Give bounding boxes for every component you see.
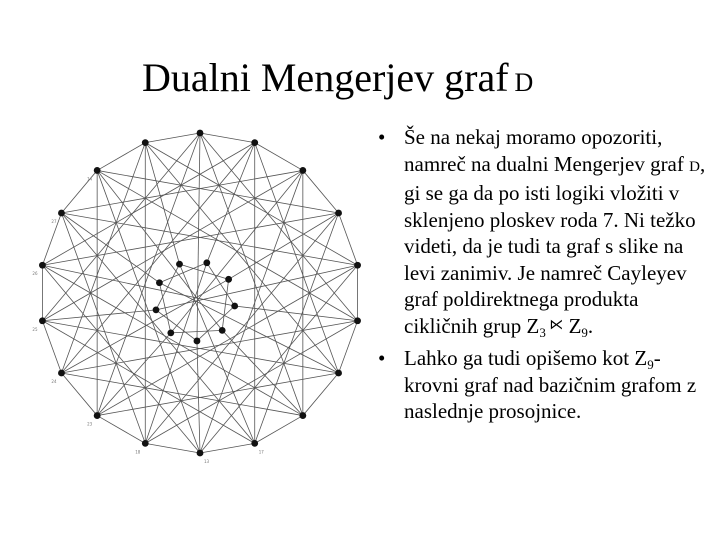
graph-vertex (156, 279, 163, 286)
graph-vertex (354, 262, 361, 269)
bullet-text (404, 125, 705, 338)
graph-edge (200, 265, 358, 453)
graph-edge (235, 306, 358, 321)
graph-vertex (39, 317, 46, 324)
text-run: Z (526, 313, 540, 338)
graph-edge (255, 143, 303, 171)
subscript: 3 (539, 324, 546, 340)
graph-vertex (251, 440, 258, 447)
subscript: 9 (647, 357, 654, 372)
bullet-marker: • (378, 346, 386, 370)
vertex-label: 24 (51, 379, 57, 384)
vertex-label: 14 (87, 176, 93, 182)
graph-edge (61, 373, 97, 416)
text-run: Lahko ga tudi opišemo kot Z (404, 346, 648, 370)
graph-vertex (142, 440, 149, 447)
graph-edge (97, 143, 145, 171)
graph-vertex (335, 370, 342, 377)
graph-vertex (335, 210, 342, 217)
graph-vertex (153, 306, 160, 313)
graph-edge (61, 143, 145, 373)
graph-vertex (142, 139, 149, 146)
graph-edge (303, 170, 339, 213)
vertex-label: 17 (258, 449, 264, 455)
bullet-marker: • (378, 125, 386, 149)
graph-vertex (94, 167, 101, 174)
graph-edge (42, 310, 156, 321)
graph-vertex (225, 276, 232, 283)
bullet-list (378, 124, 708, 431)
graph-vertex (354, 317, 361, 324)
dual-menger-graph-figure (30, 128, 370, 478)
graph-edge (222, 330, 303, 415)
graph-edge (42, 133, 200, 321)
graph-vertex (299, 412, 306, 419)
graph-vertex (39, 262, 46, 269)
graph-edge (97, 170, 357, 320)
graph-vertex (58, 370, 65, 377)
vertex-label: 26 (32, 271, 38, 277)
graph-edge (303, 373, 339, 416)
graph-vertex (251, 139, 258, 146)
graph-edge (207, 263, 235, 306)
graph-vertex (94, 412, 101, 419)
graph-vertex (58, 210, 65, 217)
graph-edge (255, 143, 339, 373)
graph-vertex (194, 338, 201, 345)
graph-edge (42, 170, 302, 320)
graph-edge (97, 416, 145, 444)
graph-vertex (299, 167, 306, 174)
text-run: D (689, 158, 700, 175)
graph-vertex (197, 130, 204, 137)
page-title (142, 52, 533, 109)
bullet-item-2 (378, 345, 708, 425)
graph-edge (42, 321, 61, 373)
graph-edge (61, 321, 357, 373)
bullet-text (404, 346, 696, 423)
graph-edge (97, 333, 171, 416)
graph-edge (42, 213, 338, 265)
text-run: Z (563, 313, 582, 338)
graph-edge (159, 283, 338, 373)
bullet-item-1 (378, 124, 708, 339)
vertex-label: 18 (135, 449, 141, 455)
text-run: Še na nekaj moramo opozoriti, namreč na dualni Mengerjev graf (404, 125, 690, 176)
graph-vertex (176, 261, 183, 268)
text-run: -krovni graf nad bazičnim grafom z naslednje prosojnice. (404, 346, 697, 423)
title-main: Dualni Mengerjev graf (142, 55, 509, 100)
subscript: 9 (581, 324, 588, 340)
vertex-label: 13 (204, 459, 210, 464)
graph-edge (200, 133, 358, 321)
graph-edge (339, 321, 358, 373)
vertex-label: 23 (87, 421, 93, 427)
text-run: . (587, 313, 594, 338)
graph-edge (255, 416, 303, 444)
text-run: ⋉ (545, 317, 564, 333)
graph-edge (200, 133, 255, 143)
graph-edge (145, 443, 200, 453)
graph-edge (42, 321, 338, 373)
graph-vertex (231, 303, 238, 310)
graph-edge (339, 213, 358, 265)
graph-edge (61, 213, 357, 265)
graph-edge (42, 265, 302, 415)
graph-edge (145, 133, 200, 143)
title-symbol: D (514, 68, 534, 97)
graph-edge (171, 330, 222, 333)
vertex-label: 27 (51, 219, 57, 224)
text-run: , gi se ga da po isti logiki vložiti v sklenjeno ploskev roda 7. Ni težko videti, da je tudi ta graf s slike na levi zanimiv. Je namreč Cayleyev graf poldirektnega produkta cikličnih grup (404, 151, 706, 338)
graph-vertex (203, 259, 210, 266)
graph-vertex (219, 327, 226, 334)
graph-edge (179, 264, 254, 443)
graph-edge (200, 443, 255, 453)
graph-vertex (167, 329, 174, 336)
graph-vertex (197, 450, 204, 457)
vertex-label: 25 (32, 326, 38, 332)
